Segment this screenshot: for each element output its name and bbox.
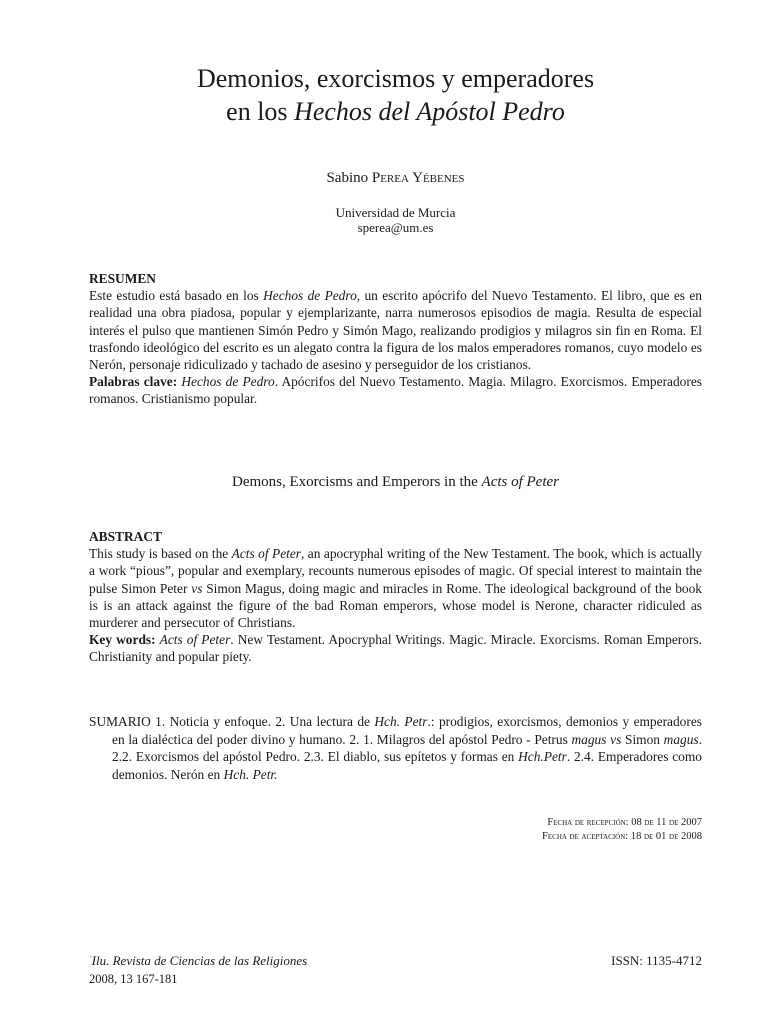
sumario-italic-4: Hch.Petr [518,749,567,765]
resumen-keywords-rest: . Apócrifos del Nuevo Testamento. Magia. Milagro. Exorcismos. Emperadores romanos. Cristianismo popular. [89,374,702,407]
sumario-italic-3: magus [663,731,699,747]
sumario-section [89,713,702,783]
abstract-italic-2: vs [191,580,203,596]
sumario-text-2: .: prodigios, exorcismos, demonios y emperadores en la dialéctica del poder divino y humano. 2. 1. Milagros del apóstol Pedro - Petrus [112,714,702,747]
article-dates [389,816,702,843]
sumario-italic-1: Hch. Petr [374,714,428,729]
abstract-section [89,528,702,666]
abstract-italic-1: Acts of Peter [231,546,302,562]
abstract-body [89,546,702,630]
abstract-keywords-label: Key words: [89,632,156,648]
resumen-keywords-italic: Hechos de Pedro [181,374,275,390]
author-affiliation [89,205,702,235]
resumen-keywords [89,374,702,406]
journal-title: Ilu. Revista de Ciencias de las Religiones [91,953,308,968]
journal-issn: ISSN: 1135-4712 [611,953,702,968]
english-title-prefix: Demons, Exorcisms and Emperors in the [231,474,482,490]
sumario-italic-5: Hch. Petr. [223,766,278,782]
resumen-text-1: Este estudio está basado en los [89,288,264,304]
date-received: Fecha de recepción: 08 de 11 de 2007 [547,817,702,828]
affiliation-institution: Universidad de Murcia [335,205,456,220]
author-surname: Perea Yébenes [371,170,465,186]
abstract-text-2: , an apocryphal writing of the New Testament. The book, which is actually a work “pious”, popular and exemplary, recounts numerous episodes of magic. Of special interest to maintain the pulse Simon Peter [89,546,702,596]
article-title [89,62,702,128]
abstract-keywords-italic: Acts of Peter [159,632,231,648]
resumen-heading: RESUMEN [89,271,156,286]
english-title-italic: Acts of Peter [481,474,560,490]
sumario-text-4: . 2.2. Exorcismos del apóstol Pedro. 2.3. El diablo, sus epítetos y formas en [112,731,702,765]
sumario-text-3: Simon [621,731,664,747]
author-name [89,170,702,187]
journal-footer [89,952,307,988]
title-line-2-italic: Hechos del Apóstol Pedro [294,97,565,126]
affiliation-email: sperea@um.es [357,220,434,235]
author-first-name: Sabino [326,170,372,186]
abstract-text-1: This study is based on the [89,546,232,562]
title-line-2 [89,95,702,128]
resumen-body [89,288,702,372]
resumen-italic-1: Hechos de Pedro [263,288,357,304]
journal-mark: ʾ [89,955,92,964]
title-line-1: Demonios, exorcismos y emperadores [196,64,595,93]
abstract-text-3: Simon Magus, doing magic and miracles in Rome. The ideological background of the book is is an attack against the figure of the bad Roman emperors, whose model is Nerone, character ridiculed as murderer and persecutor of Christians. [89,580,703,631]
resumen-section [89,270,702,408]
journal-name [89,952,307,970]
resumen-text-2: , un escrito apócrifo del Nuevo Testamento. El libro, que es en realidad una obra piadosa, popular y ejemplarizante, narra numerosos episodios de magia. Resulta de especial interés el pulso que mantienen Simón Pedro y Simón Mago, realizando prodigios y milagros sin fin en Roma. El trasfondo ideológico del escrito es un alegato contra la figura de los malos emperadores romanos, cuyo modelo es Nerón, personaje ridiculizado y tachado de asesino y perseguidor de los cristianos. [89,288,702,373]
abstract-heading: ABSTRACT [89,529,162,544]
date-accepted: Fecha de aceptación: 18 de 01 de 2008 [542,830,702,842]
journal-volume: 2008, 13 167-181 [89,972,178,986]
sumario-text-5: . 2.4. Emperadores como demonios. Nerón en [112,749,702,782]
sumario-text-1: SUMARIO 1. Noticia y enfoque. 2. Una lectura de [89,714,375,729]
abstract-keywords [89,632,702,664]
abstract-keywords-rest: . New Testament. Apocryphal Writings. Magic. Miracle. Exorcisms. Roman Emperors. Christianity and popular piety. [89,632,702,665]
sumario-italic-2: magus vs [571,731,622,747]
english-title [89,474,702,491]
title-line-2-prefix: en los [226,97,295,126]
resumen-keywords-label: Palabras clave: [89,374,178,390]
